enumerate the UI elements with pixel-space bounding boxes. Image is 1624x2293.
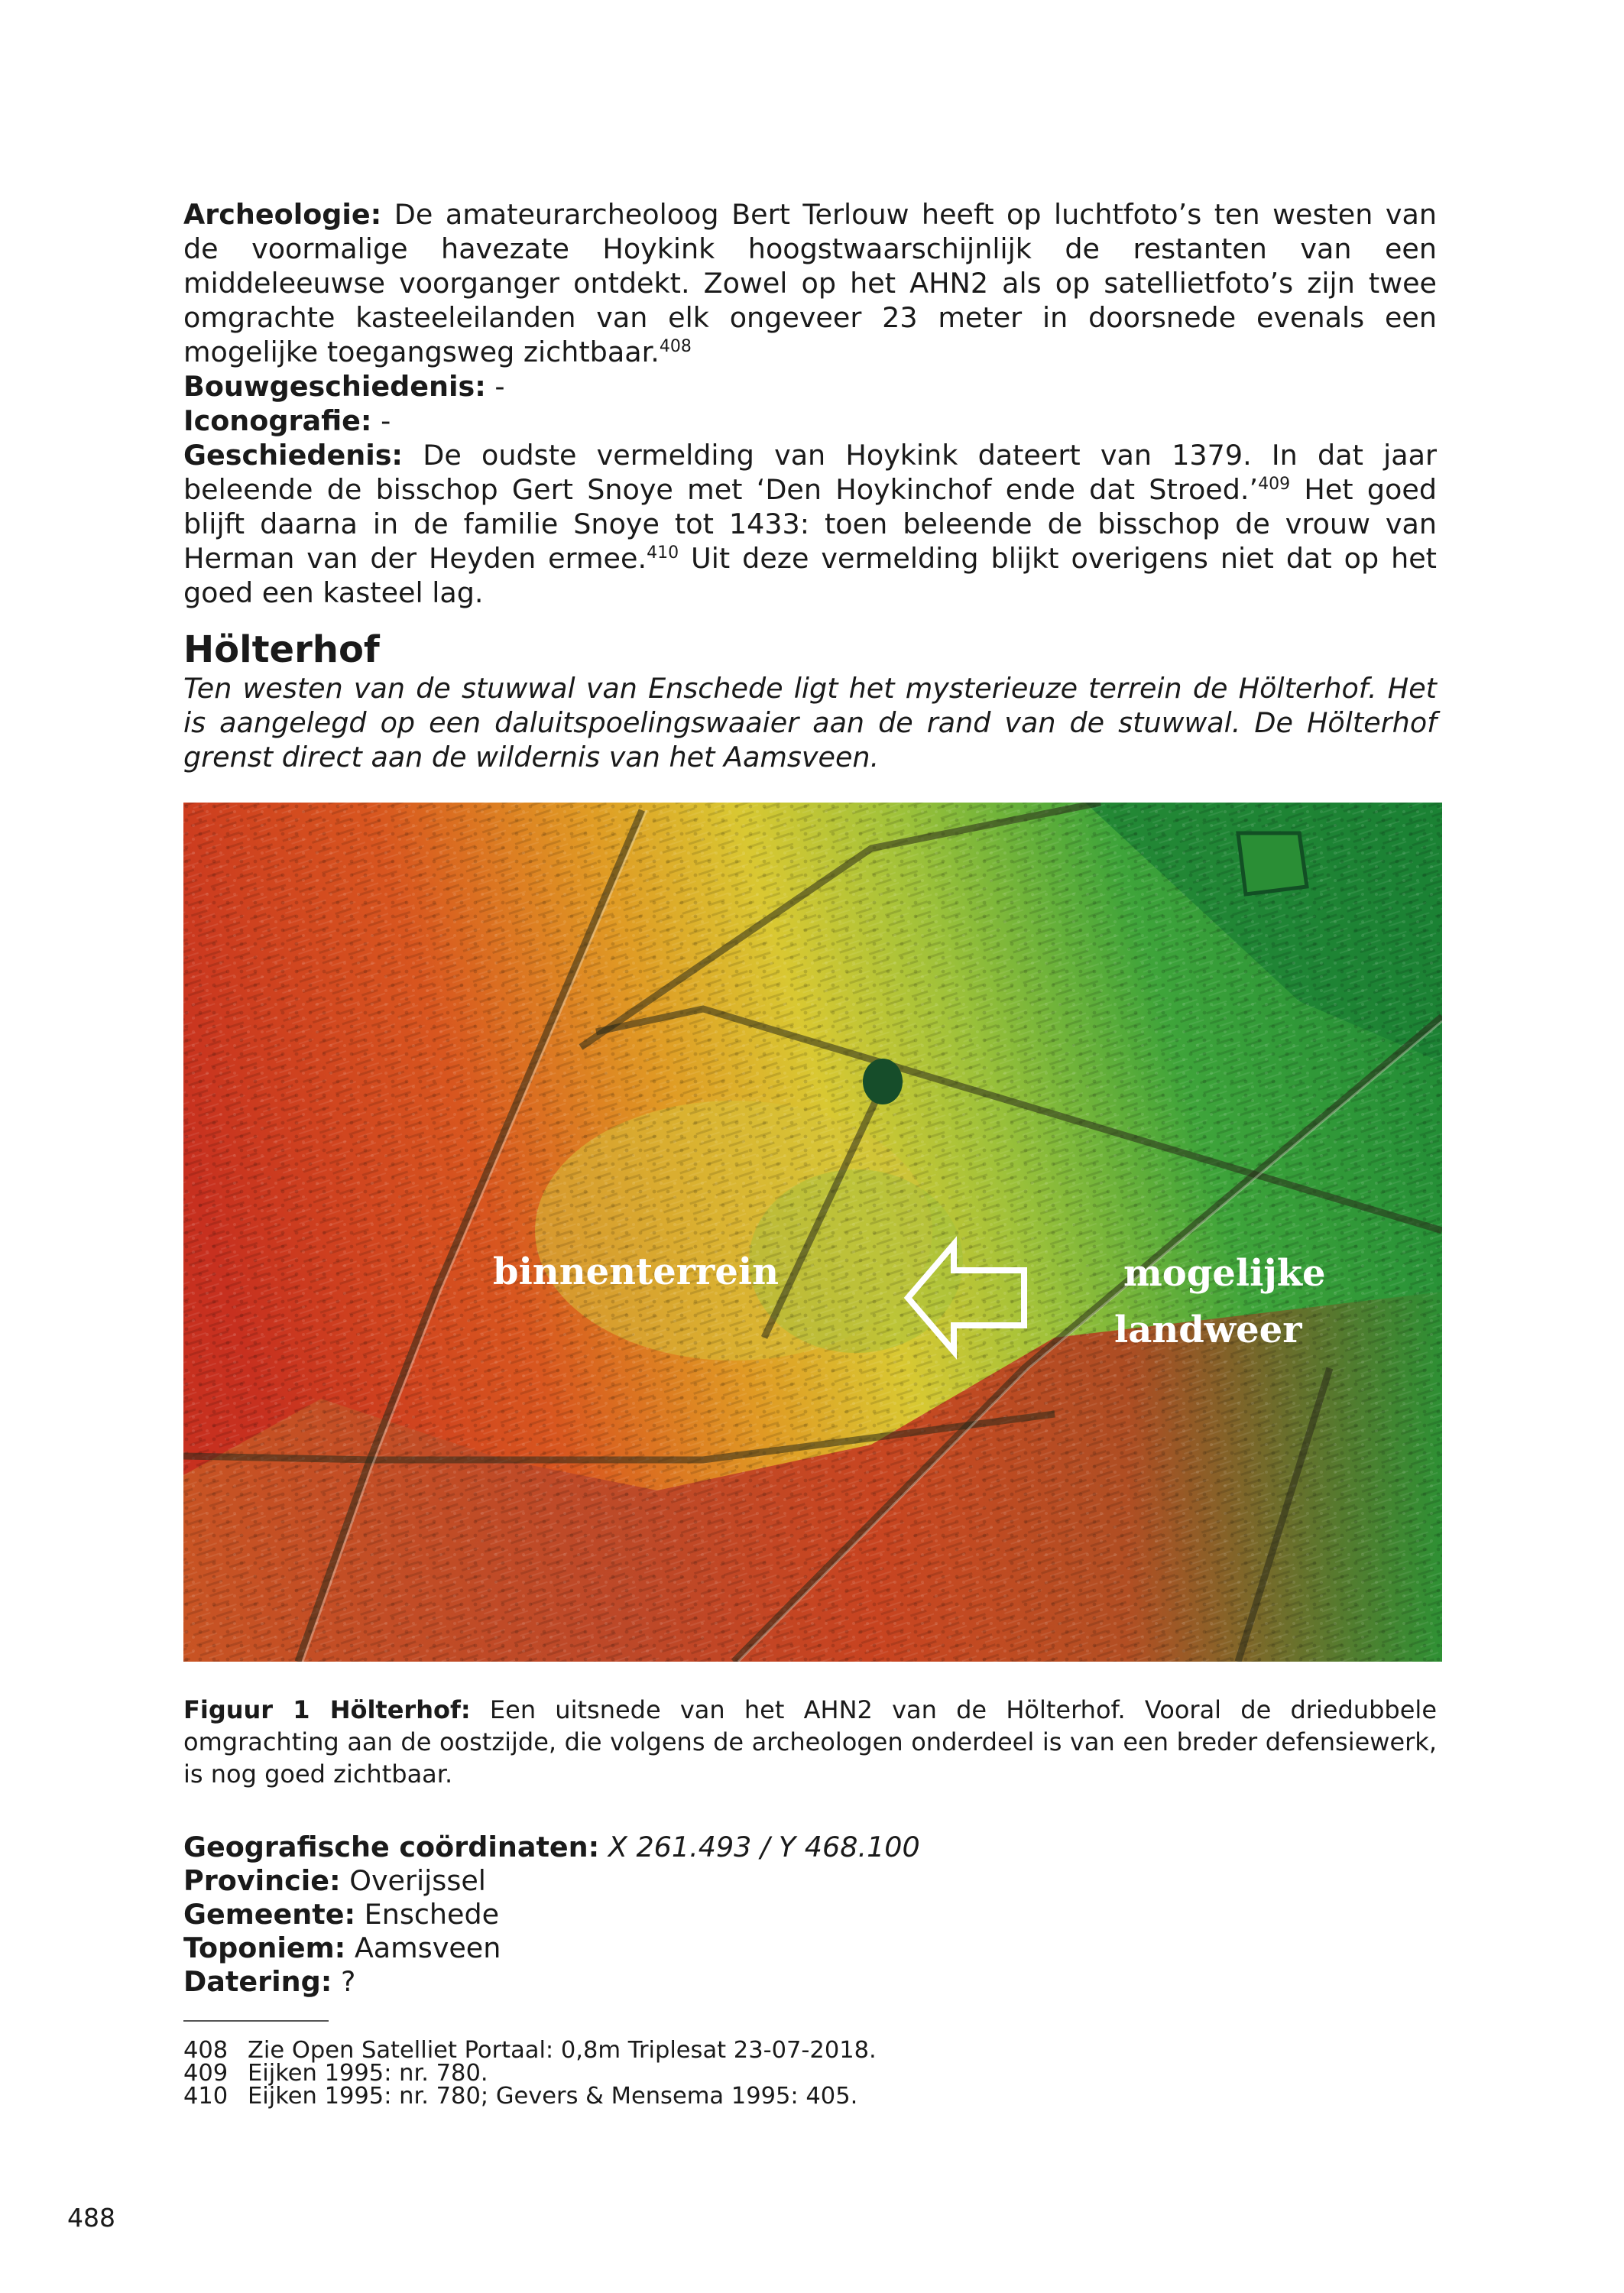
- geschiedenis-label: Geschiedenis:: [183, 439, 404, 472]
- datering-value: ?: [332, 1965, 356, 1998]
- footnote-ref-409[interactable]: 409: [1258, 474, 1291, 494]
- provincie-value: Overijssel: [340, 1864, 486, 1897]
- caption-label: Figuur 1 Hölterhof:: [183, 1695, 471, 1724]
- provincie-label: Provincie:: [183, 1864, 341, 1897]
- iconografie-value: -: [371, 404, 391, 437]
- label-landweer: landweer: [1114, 1309, 1302, 1351]
- label-mogelijke: mogelijke: [1123, 1252, 1326, 1295]
- footnote-divider: [183, 2020, 329, 2022]
- bouwgeschiedenis-value: -: [485, 370, 505, 403]
- iconografie-line: [183, 404, 391, 438]
- section-title: Hölterhof: [183, 628, 380, 671]
- bouwgeschiedenis-label: Bouwgeschiedenis:: [183, 370, 486, 403]
- footnote-number: 409: [183, 2060, 229, 2087]
- toponiem-label: Toponiem:: [183, 1931, 346, 1964]
- iconografie-label: Iconografie:: [183, 404, 372, 437]
- toponiem-line: [183, 1931, 501, 1965]
- toponiem-value: Aamsveen: [345, 1931, 501, 1964]
- section-intro: Ten westen van de stuwwal van Enschede ligt het mysterieuze terrein de Hölterhof. Het is aangelegd op een daluitspoelingswaaier aan de rand van de stuwwal. De Hölterhof grenst direct aan de wildernis van het Aamsveen.: [183, 672, 1437, 774]
- page-number: 488: [67, 2203, 115, 2233]
- coords-line: [183, 1830, 920, 1864]
- footnote-text: Eijken 1995: nr. 780.: [248, 2060, 488, 2087]
- gemeente-value: Enschede: [355, 1898, 500, 1931]
- footnote-ref-410[interactable]: 410: [647, 543, 679, 563]
- datering-line: [183, 1964, 355, 1999]
- coords-label: Geografische coördinaten:: [183, 1831, 600, 1863]
- geschiedenis-paragraph: [183, 438, 1437, 610]
- footnote-number: 408: [183, 2037, 229, 2064]
- provincie-line: [183, 1863, 486, 1898]
- gemeente-label: Gemeente:: [183, 1898, 356, 1931]
- archeologie-paragraph: [183, 197, 1437, 369]
- footnote-text: Zie Open Satelliet Portaal: 0,8m Triplesat 23-07-2018.: [248, 2037, 877, 2064]
- bouwgeschiedenis-line: [183, 369, 505, 404]
- footnote-ref-408[interactable]: 408: [659, 336, 692, 356]
- footnote-409: [183, 2062, 488, 2085]
- footnote-408: [183, 2039, 877, 2062]
- geschiedenis-text-3: Uit deze vermelding blijkt overigens niet dat op het goed een kasteel lag.: [183, 542, 1437, 609]
- footnote-410: [183, 2085, 857, 2108]
- gemeente-line: [183, 1897, 499, 1931]
- geschiedenis-text-2: Het goed blijft daarna in de familie Snoye tot 1433: toen beleende de bisschop de vrouw van Herman van der Heyden ermee.: [183, 473, 1437, 575]
- datering-label: Datering:: [183, 1965, 332, 1998]
- footnote-text: Eijken 1995: nr. 780; Gevers & Mensema 1995: 405.: [248, 2083, 858, 2110]
- archeologie-text: De amateurarcheoloog Bert Terlouw heeft op luchtfoto’s ten westen van de voormalige havezate Hoykink hoogstwaarschijnlijk de restanten van een middeleeuwse voorganger ontdekt. Zowel op het AHN2 als op satellietfoto’s zijn twee omgrachte kasteeleilanden van elk ongeveer 23 meter in doorsnede evenals een mogelijke toegangsweg zichtbaar.: [183, 198, 1437, 368]
- caption-text: Een uitsnede van het AHN2 van de Hölterhof. Vooral de driedubbele omgrachting aan de oostzijde, die volgens de archeologen onderdeel is van een breder defensiewerk, is nog goed zichtbaar.: [183, 1695, 1438, 1789]
- coords-value: X 261.493 / Y 468.100: [599, 1831, 920, 1863]
- archeologie-label: Archeologie:: [183, 198, 382, 231]
- label-binnenterrein: binnenterrein: [493, 1250, 779, 1293]
- footnote-number: 410: [183, 2083, 229, 2110]
- geschiedenis-text-1: De oudste vermelding van Hoykink dateert van 1379. In dat jaar beleende de bisschop Gert Snoye met ‘Den Hoykinchof ende dat Stroed.’: [183, 439, 1437, 506]
- figure-caption: [183, 1694, 1437, 1790]
- elevation-map-image: [183, 803, 1442, 1662]
